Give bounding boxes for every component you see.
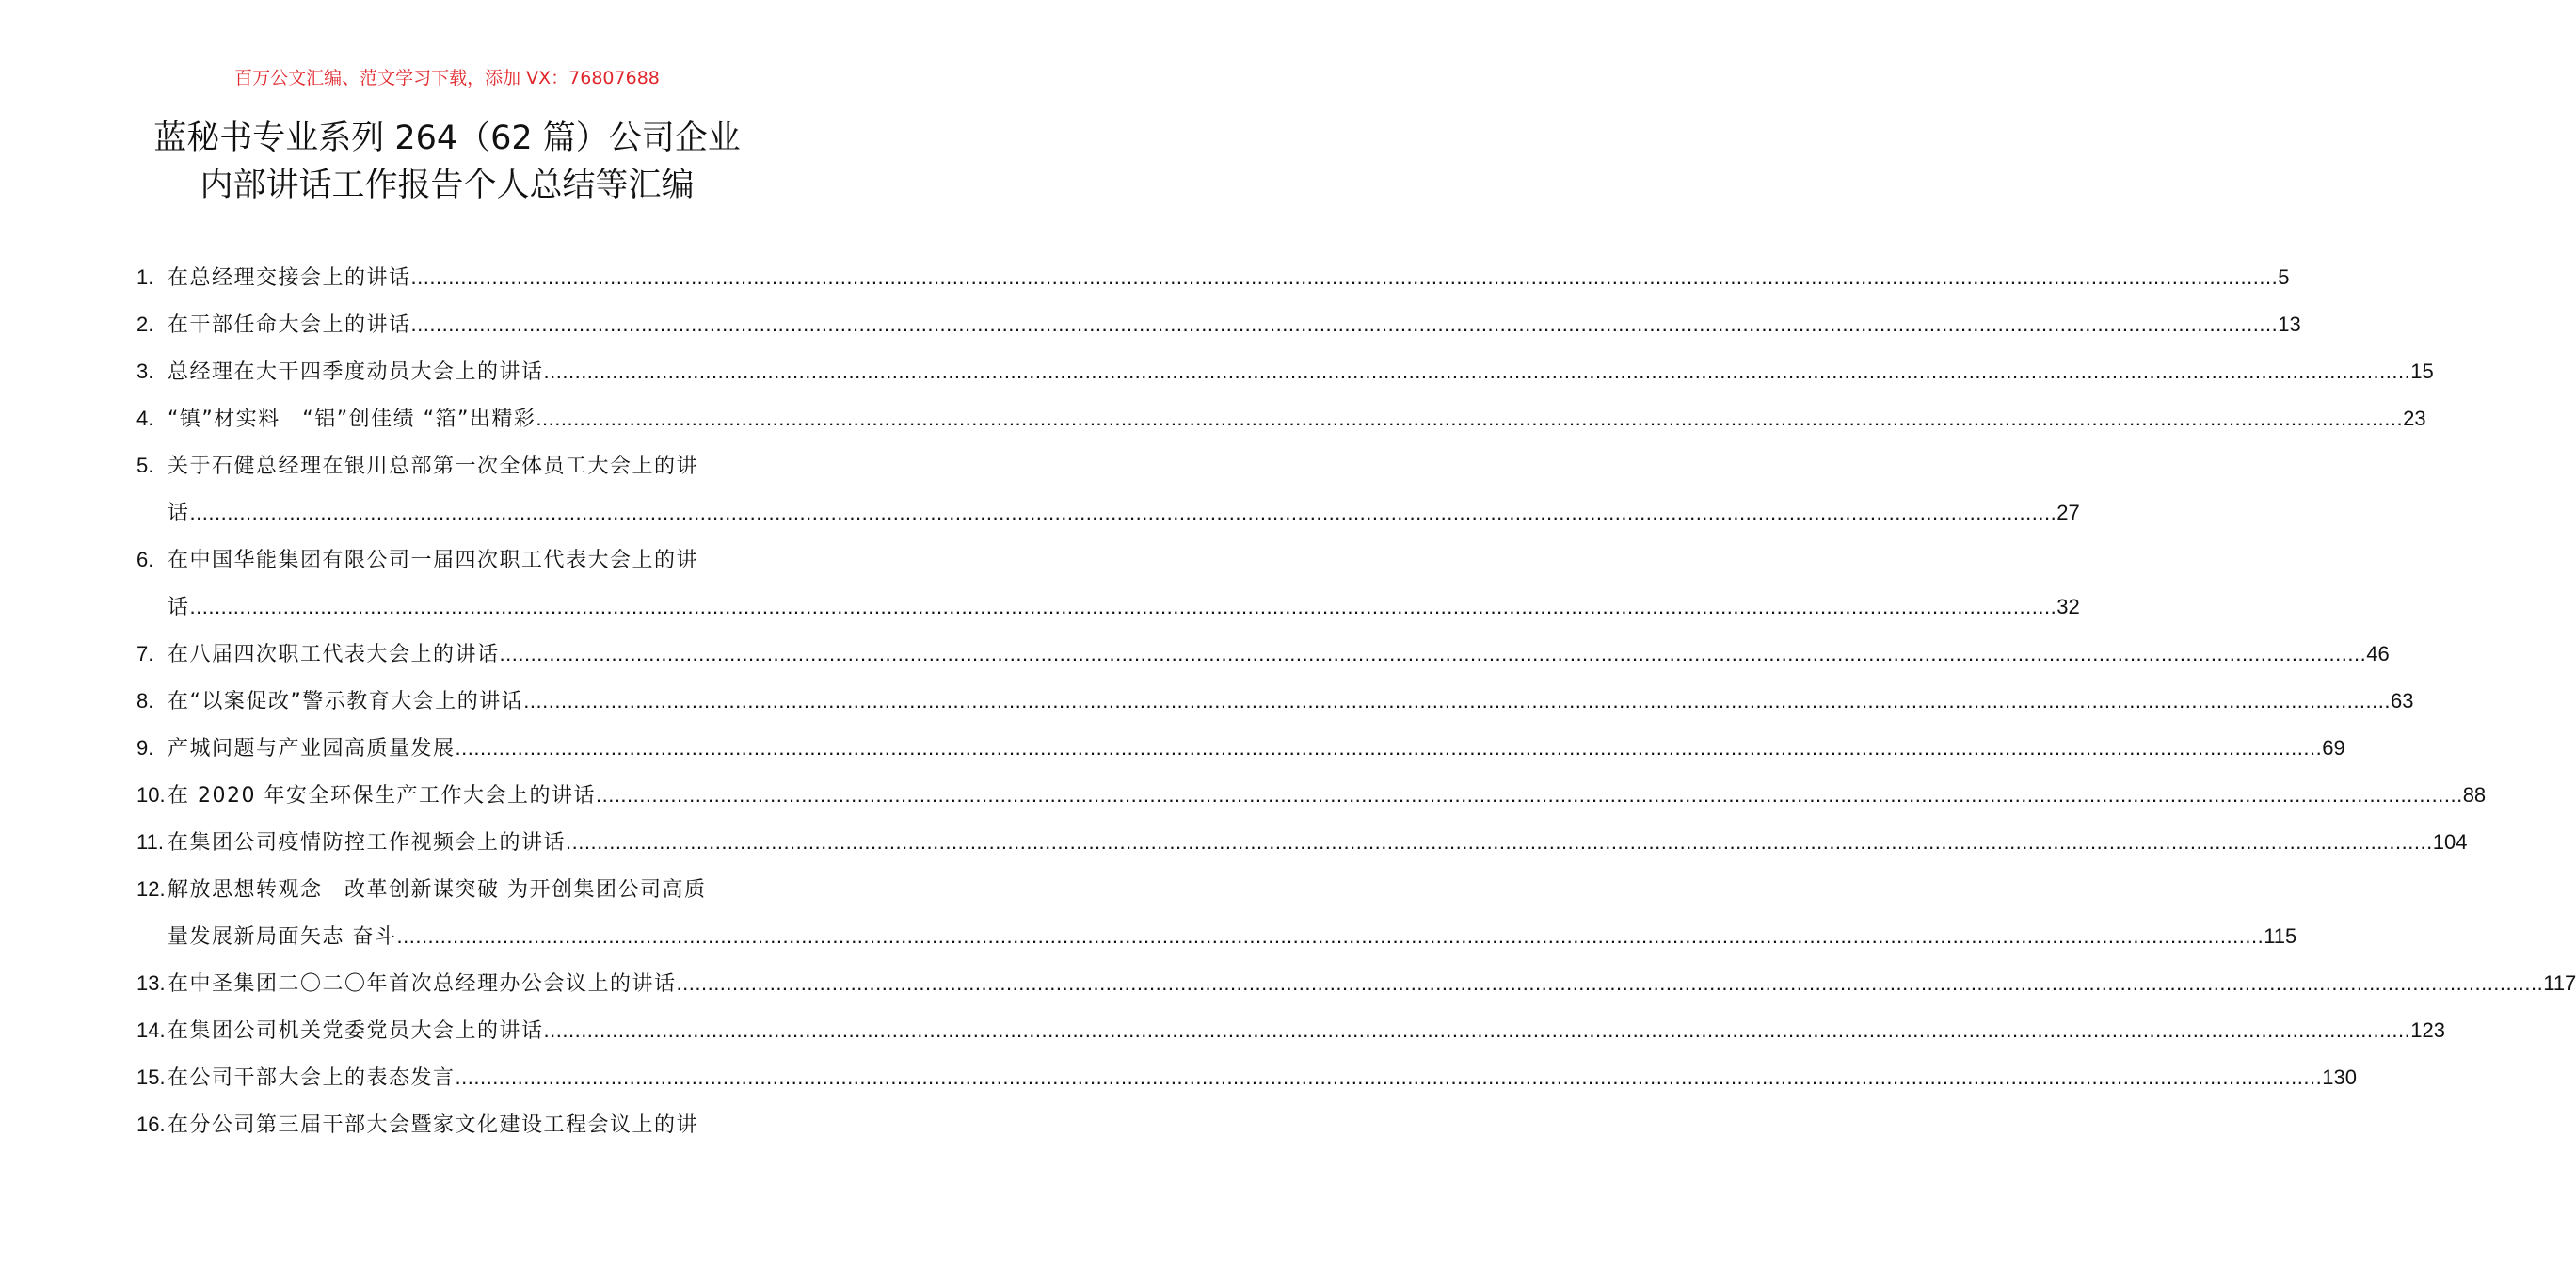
toc-title: 产城问题与产业园高质量发展 (168, 737, 456, 761)
toc-line (136, 350, 2434, 397)
toc-leader-dots: ............................................................................................................................................................................................................................................................................................................ (595, 783, 2463, 807)
toc-number: 16. (136, 1113, 166, 1136)
toc-line (136, 821, 2468, 868)
table-of-contents (136, 256, 2576, 1150)
toc-line-continued (136, 585, 2080, 632)
title-line-1: 蓝秘书专业系列 264（62 篇）公司企业 (153, 120, 741, 157)
toc-entry[interactable] (136, 303, 2301, 350)
header-banner: 百万公文汇编、范文学习下载，添加 VX：76807688 (234, 68, 660, 88)
toc-title-continued: 话 (168, 502, 190, 525)
toc-line (136, 256, 2290, 303)
toc-page-number: 117 (2543, 971, 2576, 995)
toc-title-continued: 话 (168, 596, 190, 619)
toc-title: 在“以案促改”警示教育大会上的讲话 (168, 690, 524, 713)
toc-entry[interactable] (136, 821, 2468, 868)
toc-entry[interactable] (136, 727, 2345, 774)
toc-leader-dots: ............................................................................................................................................................................................................................................................................................................ (499, 642, 2367, 665)
toc-title: 在 2020 年安全环保生产工作大会上的讲话 (168, 784, 596, 808)
document-title (0, 115, 894, 209)
toc-entry[interactable] (136, 538, 2080, 632)
toc-entry[interactable] (136, 397, 2426, 444)
toc-line (136, 962, 2576, 1009)
toc-line (136, 680, 2414, 727)
toc-leader-dots: ............................................................................................................................................................................................................................................................................................................ (189, 595, 2057, 618)
toc-leader-dots: ............................................................................................................................................................................................................................................................................................................ (536, 407, 2404, 430)
toc-title-continued: 量发展新局面矢志 奋斗 (168, 925, 397, 949)
toc-leader-dots: ............................................................................................................................................................................................................................................................................................................ (543, 360, 2411, 383)
toc-entry[interactable] (136, 1009, 2445, 1056)
toc-title: 在集团公司机关党委党员大会上的讲话 (168, 1019, 544, 1043)
toc-title: 总经理在大干四季度动员大会上的讲话 (168, 360, 544, 384)
toc-entry[interactable] (136, 868, 2297, 962)
toc-entry[interactable] (136, 774, 2487, 821)
toc-title: 在中国华能集团有限公司一届四次职工代表大会上的讲 (168, 549, 699, 572)
toc-entry[interactable] (136, 1103, 758, 1150)
toc-number: 14. (136, 1018, 166, 1042)
toc-page-number: 63 (2391, 689, 2414, 713)
toc-title: 在分公司第三届干部大会暨家文化建设工程会议上的讲 (168, 1113, 699, 1137)
toc-line (136, 397, 2426, 444)
toc-line (136, 444, 758, 491)
toc-entry[interactable] (136, 1056, 2357, 1103)
toc-page-number: 32 (2056, 595, 2080, 618)
toc-page-number: 5 (2278, 265, 2290, 289)
toc-leader-dots: ............................................................................................................................................................................................................................................................................................................ (455, 736, 2323, 760)
toc-page-number: 23 (2403, 407, 2426, 430)
toc-leader-dots: ............................................................................................................................................................................................................................................................................................................ (543, 1018, 2411, 1042)
toc-page-number: 27 (2056, 501, 2080, 524)
toc-number: 12. (136, 877, 166, 901)
toc-title: 在中圣集团二〇二〇年首次总经理办公会议上的讲话 (168, 972, 677, 996)
toc-title: 关于石健总经理在银川总部第一次全体员工大会上的讲 (168, 455, 699, 478)
toc-leader-dots: ............................................................................................................................................................................................................................................................................................................ (676, 971, 2544, 995)
title-line-2: 内部讲话工作报告个人总结等汇编 (200, 167, 695, 204)
toc-entry[interactable] (136, 350, 2434, 397)
toc-page-number: 88 (2462, 783, 2487, 807)
toc-title: 解放思想转观念 改革创新谋突破 为开创集团公司高质 (168, 878, 707, 902)
toc-line-continued (136, 491, 2080, 538)
toc-leader-dots: ............................................................................................................................................................................................................................................................................................................ (410, 312, 2279, 336)
toc-leader-dots: ............................................................................................................................................................................................................................................................................................................ (523, 689, 2391, 713)
toc-number: 7. (136, 642, 154, 665)
toc-number: 3. (136, 360, 154, 383)
toc-page-number: 104 (2432, 830, 2468, 854)
toc-number: 11. (136, 830, 164, 854)
toc-line (136, 1056, 2357, 1103)
toc-number: 6. (136, 548, 154, 571)
toc-number: 4. (136, 407, 154, 430)
toc-leader-dots: ............................................................................................................................................................................................................................................................................................................ (189, 501, 2057, 524)
toc-entry[interactable] (136, 444, 2080, 538)
toc-leader-dots: ............................................................................................................................................................................................................................................................................................................ (566, 830, 2433, 854)
toc-title: “镇”材实料 “铝”创佳绩 “箔”出精彩 (168, 408, 536, 431)
toc-number: 9. (136, 736, 154, 760)
toc-title: 在八届四次职工代表大会上的讲话 (168, 643, 500, 666)
toc-number: 10. (136, 783, 166, 807)
toc-line (136, 774, 2487, 821)
toc-page-number: 15 (2410, 360, 2434, 383)
toc-entry[interactable] (136, 256, 2290, 303)
toc-line (136, 1103, 758, 1150)
toc-entry[interactable] (136, 962, 2576, 1009)
toc-line (136, 632, 2390, 680)
toc-number: 2. (136, 312, 154, 336)
toc-line (136, 538, 758, 585)
toc-title: 在总经理交接会上的讲话 (168, 266, 411, 290)
toc-number: 1. (136, 265, 154, 289)
toc-line (136, 1009, 2445, 1056)
toc-line-continued (136, 915, 2297, 962)
toc-page-number: 13 (2278, 312, 2301, 336)
toc-number: 8. (136, 689, 154, 713)
toc-page-number: 115 (2264, 924, 2297, 948)
toc-leader-dots: ............................................................................................................................................................................................................................................................................................................ (410, 265, 2279, 289)
toc-line (136, 303, 2301, 350)
toc-line (136, 727, 2345, 774)
toc-title: 在公司干部大会上的表态发言 (168, 1066, 456, 1090)
toc-entry[interactable] (136, 680, 2414, 727)
toc-title: 在集团公司疫情防控工作视频会上的讲话 (168, 831, 567, 855)
toc-entry[interactable] (136, 632, 2390, 680)
toc-page-number: 46 (2366, 642, 2390, 665)
toc-page-number: 130 (2322, 1065, 2357, 1089)
toc-line (136, 868, 758, 915)
toc-number: 5. (136, 454, 154, 477)
toc-number: 13. (136, 971, 166, 995)
toc-leader-dots: ............................................................................................................................................................................................................................................................................................................ (396, 924, 2264, 948)
toc-leader-dots: ............................................................................................................................................................................................................................................................................................................ (455, 1065, 2323, 1089)
toc-number: 15. (136, 1065, 166, 1089)
toc-page-number: 123 (2410, 1018, 2445, 1042)
toc-title: 在干部任命大会上的讲话 (168, 313, 411, 337)
toc-page-number: 69 (2322, 736, 2345, 760)
